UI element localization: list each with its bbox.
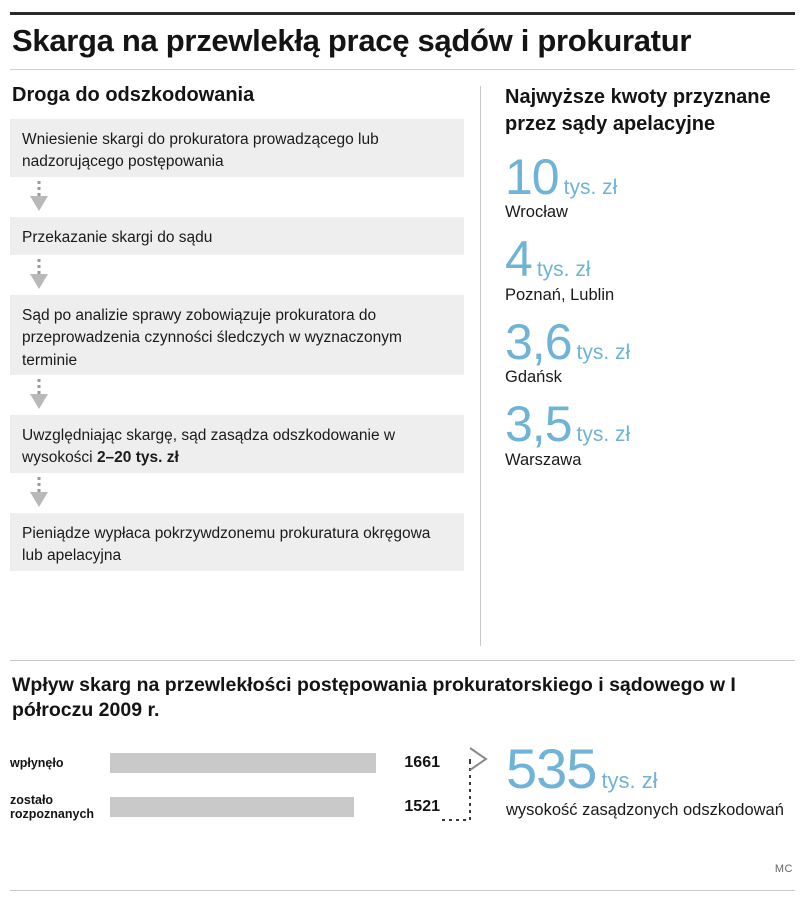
highlight-unit: tys. zł	[601, 768, 658, 794]
arrow-down-icon	[26, 476, 52, 510]
flow-step-3: Sąd po analizie sprawy zobowiązuje prokuratora do przeprowadzenia czynności śledczych w wyznaczonym terminie	[10, 295, 464, 375]
flow-step-5: Pieniądze wypłaca pokrzywdzonemu prokuratura okręgowa lub apelacyjna	[10, 513, 464, 571]
amounts-column	[481, 84, 795, 484]
amount-value: 10	[505, 148, 559, 205]
amount-unit: tys. zł	[563, 175, 618, 199]
arrow-down-icon	[26, 258, 52, 292]
flow-arrow-4	[10, 473, 464, 513]
footer-rule	[10, 890, 795, 891]
bar-fill	[110, 753, 376, 773]
amount-city: Poznań, Lublin	[505, 285, 615, 304]
page-title: Skarga na przewlekłą pracę sądów i prokuratur	[12, 23, 692, 58]
flow-step-4	[10, 415, 464, 473]
flow-step-2: Przekazanie skargi do sądu	[10, 217, 464, 255]
amount-value: 4	[505, 231, 532, 288]
bar-list	[10, 742, 440, 836]
arrow-down-icon	[26, 180, 52, 214]
main-columns	[10, 84, 795, 646]
bar-track	[110, 797, 376, 817]
flow-step-1: Wniesienie skargi do prokuratora prowadzącego lub nadzorującego postępowania	[10, 119, 464, 177]
infographic-page	[0, 12, 805, 909]
highlight-value-line	[506, 737, 795, 801]
credit-label: MC	[774, 863, 793, 875]
amount-value-line	[505, 231, 795, 288]
bar-fill	[110, 797, 354, 817]
amounts-heading: Najwyższe kwoty przyznane przez sądy apelacyjne	[505, 85, 771, 135]
bar-chart	[10, 737, 795, 836]
highlight-description: wysokość zasądzonych odszkodowań	[506, 801, 784, 820]
bar-label: wpłynęło	[10, 755, 64, 770]
flow-arrow-2	[10, 255, 464, 295]
flowchart-heading: Droga do odszkodowania	[12, 83, 255, 106]
bar-value: 1521	[404, 798, 440, 816]
amount-item	[505, 396, 795, 470]
bottom-divider	[10, 660, 795, 661]
connector-line	[440, 742, 502, 834]
bar-label: zostało rozpoznanych	[10, 792, 95, 822]
amount-unit: tys. zł	[536, 258, 591, 282]
flow-arrow-3	[10, 375, 464, 415]
amount-value-line	[505, 313, 795, 370]
bottom-title: Wpływ skarg na przewlekłości postępowania prokuratorskiego i sądowego w I półroczu 2009 r.	[12, 673, 736, 722]
flowchart-column	[10, 84, 480, 571]
arrow-down-icon	[26, 378, 52, 412]
title-bottom-rule	[10, 69, 795, 70]
amount-value: 3,5	[505, 396, 572, 453]
dotted-connector-icon	[440, 742, 502, 834]
highlight-value: 535	[506, 737, 597, 801]
bar-row	[10, 792, 440, 822]
amount-item	[505, 231, 795, 305]
amount-unit: tys. zł	[576, 423, 631, 447]
flow-arrow-1	[10, 177, 464, 217]
bar-track	[110, 753, 376, 773]
highlight-figure	[502, 737, 795, 821]
amount-item	[505, 148, 795, 223]
amount-value-line	[505, 396, 795, 453]
bar-value: 1661	[404, 754, 440, 772]
flow-step-4-amount: 2–20 tys. zł	[96, 449, 179, 467]
amount-city: Warszawa	[505, 450, 582, 469]
flow-step-4-text: Uwzględniając skargę, sąd zasądza odszkodowanie w wysokości	[22, 426, 396, 467]
amount-unit: tys. zł	[576, 340, 631, 364]
amount-value-line	[505, 148, 795, 205]
amount-value: 3,6	[505, 313, 572, 370]
amount-city: Wrocław	[505, 203, 568, 222]
amount-item	[505, 313, 795, 388]
amount-city: Gdańsk	[505, 368, 562, 387]
bar-row	[10, 748, 440, 778]
